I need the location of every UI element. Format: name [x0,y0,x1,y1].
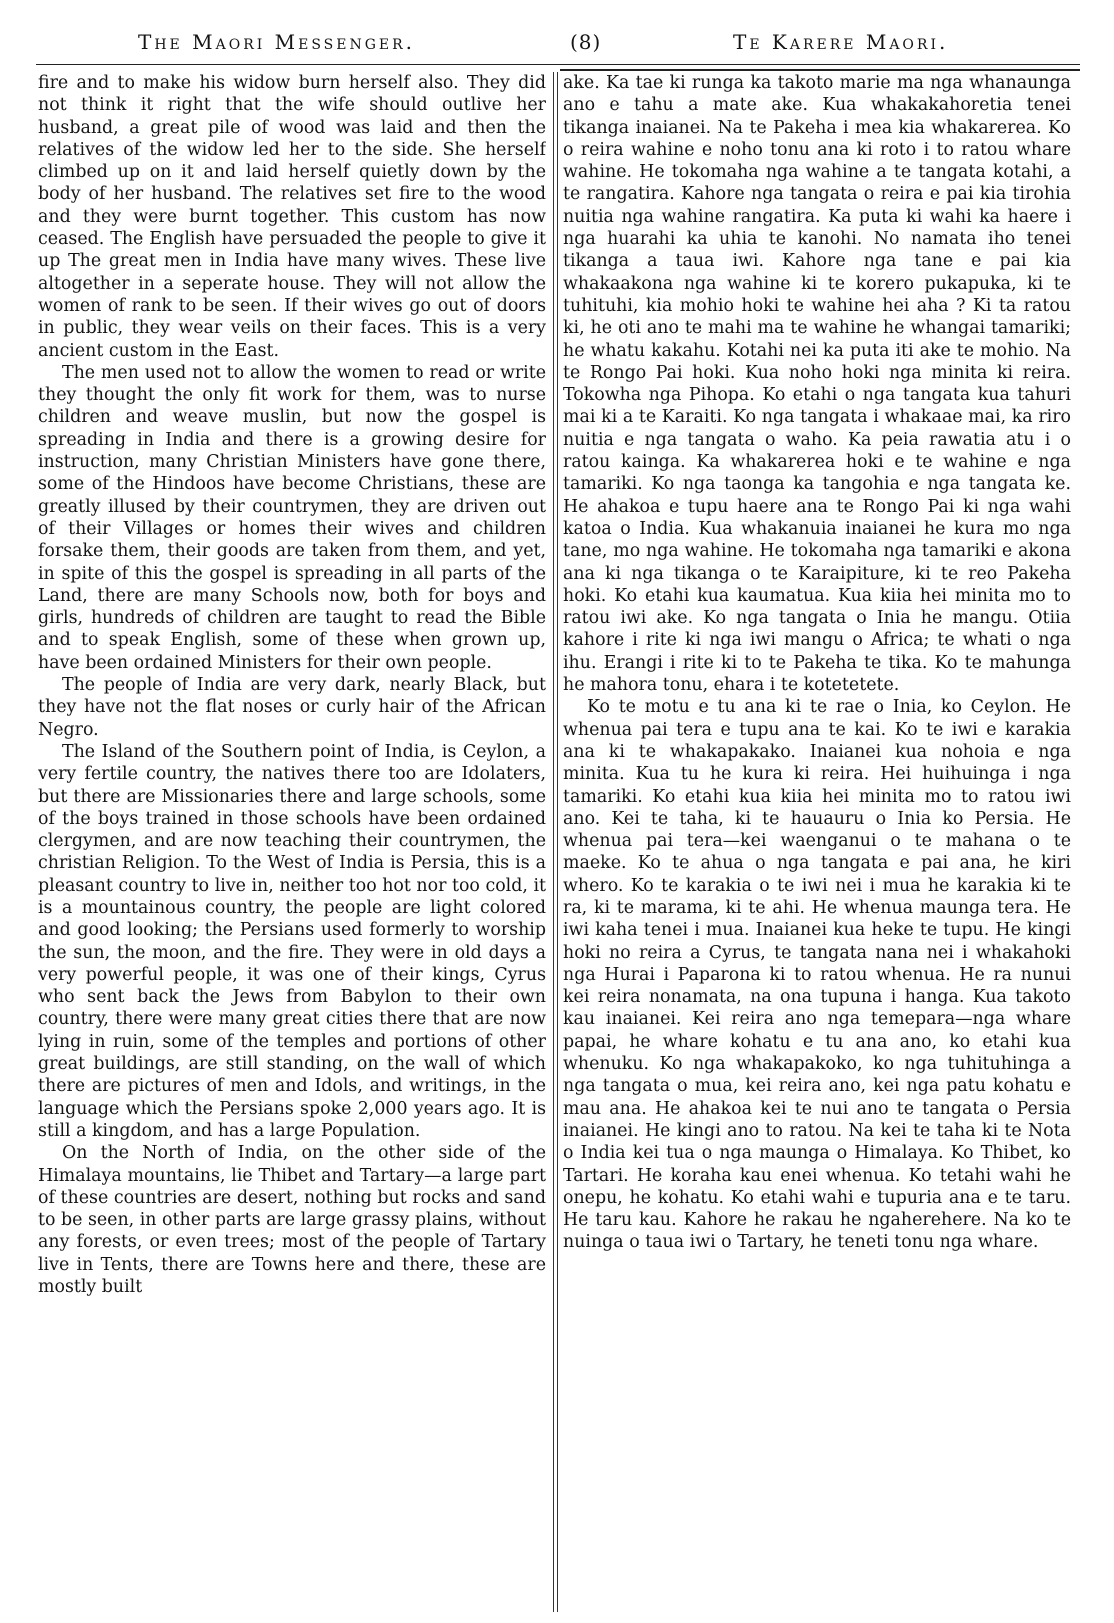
paragraph: On the North of India, on the other side of the Himalaya mountains, lie Thibet and Tartary—a large part of these countries are desert, nothing but rocks and sand to be seen, in other parts are large grassy plains, without any forests, or even trees; most of the people of Tartary live in Tents, there are Towns here and there, these are mostly built [38,1143,546,1298]
column-divider [553,72,554,1612]
paragraph: fire and to make his widow burn herself also. They did not think it right that the wife should outlive her husband, a great pile of wood was laid and then the relatives of the widow led her to the side. She herself climbed up on it and laid herself quietly down by the body of her husband. The relatives set fire to the wood and they were burnt together. This custom has now ceased. The English have persuaded the people to give it up The great men in India have many wives. These live altogether in a seperate house. They will not allow the women of rank to be seen. If their wives go out of doors in public, they wear veils on their faces. This is a very ancient custom in the East. [38,73,546,361]
page-number: (8) [570,30,602,54]
paragraph: ake. Ka tae ki runga ka takoto marie ma nga whanaunga ano e tahu a mate ake. Kua whakakahoretia tenei tikanga inaianei. Na te Pakeha i mea kia whakarerea. Ko o reira wahine e noho tonu ana ki roto i to ratou whare wahine. He tokomaha nga wahine a te tangata kotahi, a te rangatira. Kahore nga tangata o reira e pai kia tirohia nuitia nga wahine rangatira. Ka puta ki wahi ka haere i nga huarahi ka uhia te kanohi. No namata iho tenei tikanga a taua iwi. Kahore nga tane e pai kia whakaakona nga wahine ki te korero pukapuka, ki te tuhituhi, kia mohio hoki te wahine hei aha ? Ki ta ratou ki, he oti ano te mahi ma te wahine he whangai tamariki; he whatu kakahu. Kotahi nei ka puta iti ake te mohio. Na te Rongo Pai hoki. Kua noho hoki nga minita ki reira. Tokowha nga Pihopa. Ko etahi o nga tangata kua tahuri mai ki a te Karaiti. Ko nga tangata i whakaae mai, ka riro nuitia e nga tangata o waho. Ka peia rawatia atu i o ratou kainga. Ka whakarerea hoki e te wahine e nga tamariki. Ko nga taonga ka tangohia e nga tangata ke. He ahakoa e tupu haere ana te Rongo Pai ki nga wahi katoa o India. Kua whakanuia inaianei he kura mo nga tane, mo nga wahine. He tokomaha nga tamariki e akona ana ki nga tikanga o te Karaipiture, ki te reo Pakeha hoki. Ko etahi kua kaumatua. Kua kiia hei minita mo to ratou iwi ake. Ko nga tangata o Inia he mangu. Otiia kahore i rite ki nga iwi mangu o Africa; te whati o nga ihu. Erangi i rite ki to te Pakeha te tika. Ko te mahunga he mahora tonu, ehara i te kotetetete. [563,73,1071,696]
paragraph: The people of India are very dark, nearly Black, but they have not the flat noses or curly hair of the African Negro. [38,675,546,740]
paragraph: Ko te motu e tu ana ki te rae o Inia, ko Ceylon. He whenua pai tera e tupu ana te kai. Ko te iwi e karakia ana ki te whakapakako. Inaianei kua nohoia e nga minita. Kua tu he kura ki reira. Hei huihuinga i nga tamariki. Ko etahi kua kiia hei minita mo to ratou iwi ano. Kei te taha, ki te hauauru o Inia ko Persia. He whenua pai tera—kei waenganui o te mahana o te maeke. Ko te ahua o nga tangata e pai ana, he kiri whero. Ko te karakia o te iwi nei i mua he karakia ki te ra, ki te marama, ki te ahi. He whenua maunga tera. He iwi kaha tenei i mua. Inaianei kua heke te tupu. He kingi hoki no reira a Cyrus, te tangata nana nei i whakahoki nga Hurai i Paparona ki to ratou whenua. He ra nunui kei reira nonamata, na ona tupuna i hanga. Kua takoto kau inaianei. Kei reira ano nga temepara—nga whare papai, he whare kohatu e tu ana ano, ko etahi kua whenuku. Ko nga whakapakoko, ko nga tuhituhinga a nga tangata o mua, kei reira ano, kei nga patu kohatu e mau ana. He ahakoa kei te nui ano te tangata o Persia inaianei. He kingi ano to ratou. Na kei te taha ki te Nota o India kei tua o nga maunga o Himalaya. Ko Thibet, ko Tartari. He koraha kau enei whenua. Ko tetahi wahi he onepu, he kohatu. Ko etahi wahi e tupuria ana e te taru. He taru kau. Kahore he rakau he ngaherehere. Na ko te nuinga o taua iwi o Tartary, he teneti tonu nga whare. [563,697,1071,1253]
english-column [38,72,546,1612]
masthead-english-title: The Maori Messenger. [138,30,416,54]
header-rule-right [560,69,1080,71]
column-divider [557,72,558,1612]
maori-column [563,72,1071,1612]
page-header [36,26,1080,60]
masthead-maori-title: Te Karere Maori. [733,30,949,54]
paragraph: The Island of the Southern point of India, is Ceylon, a very fertile country, the natives there too are Idolaters, but there are Missionaries there and large schools, some of the boys trained in those schools have been ordained clergymen, and are now teaching their countrymen, the christian Religion. To the West of India is Persia, this is a pleasant country to live in, neither too hot nor too cold, it is a mountainous country, the people are light colored and good looking; the Persians used formerly to worship the sun, the moon, and the fire. They were in old days a very powerful people, it was one of their kings, Cyrus who sent back the Jews from Babylon to their own country, there were many great cities there that are now lying in ruin, some of the temples and portions of other great buildings, are still standing, on the wall of which there are pictures of men and Idols, and writings, in the language which the Persians spoke 2,000 years ago. It is still a kingdom, and has a large Population. [38,741,546,1141]
paragraph: The men used not to allow the women to read or write they thought the only fit work for them, was to nurse children and weave muslin, but now the gospel is spreading in India and there is a growing desire for instruction, many Christian Ministers have gone there, some of the Hindoos have become Christians, these are greatly illused by their countrymen, they are driven out of their Villages or homes their wives and children forsake them, their goods are taken from them, and yet, in spite of this the gospel is spreading in all parts of the Land, there are many Schools now, both for boys and girls, hundreds of children are taught to read the Bible and to speak English, some of these when grown up, have been ordained Ministers for their own people. [38,362,546,673]
header-rule [36,64,1080,65]
